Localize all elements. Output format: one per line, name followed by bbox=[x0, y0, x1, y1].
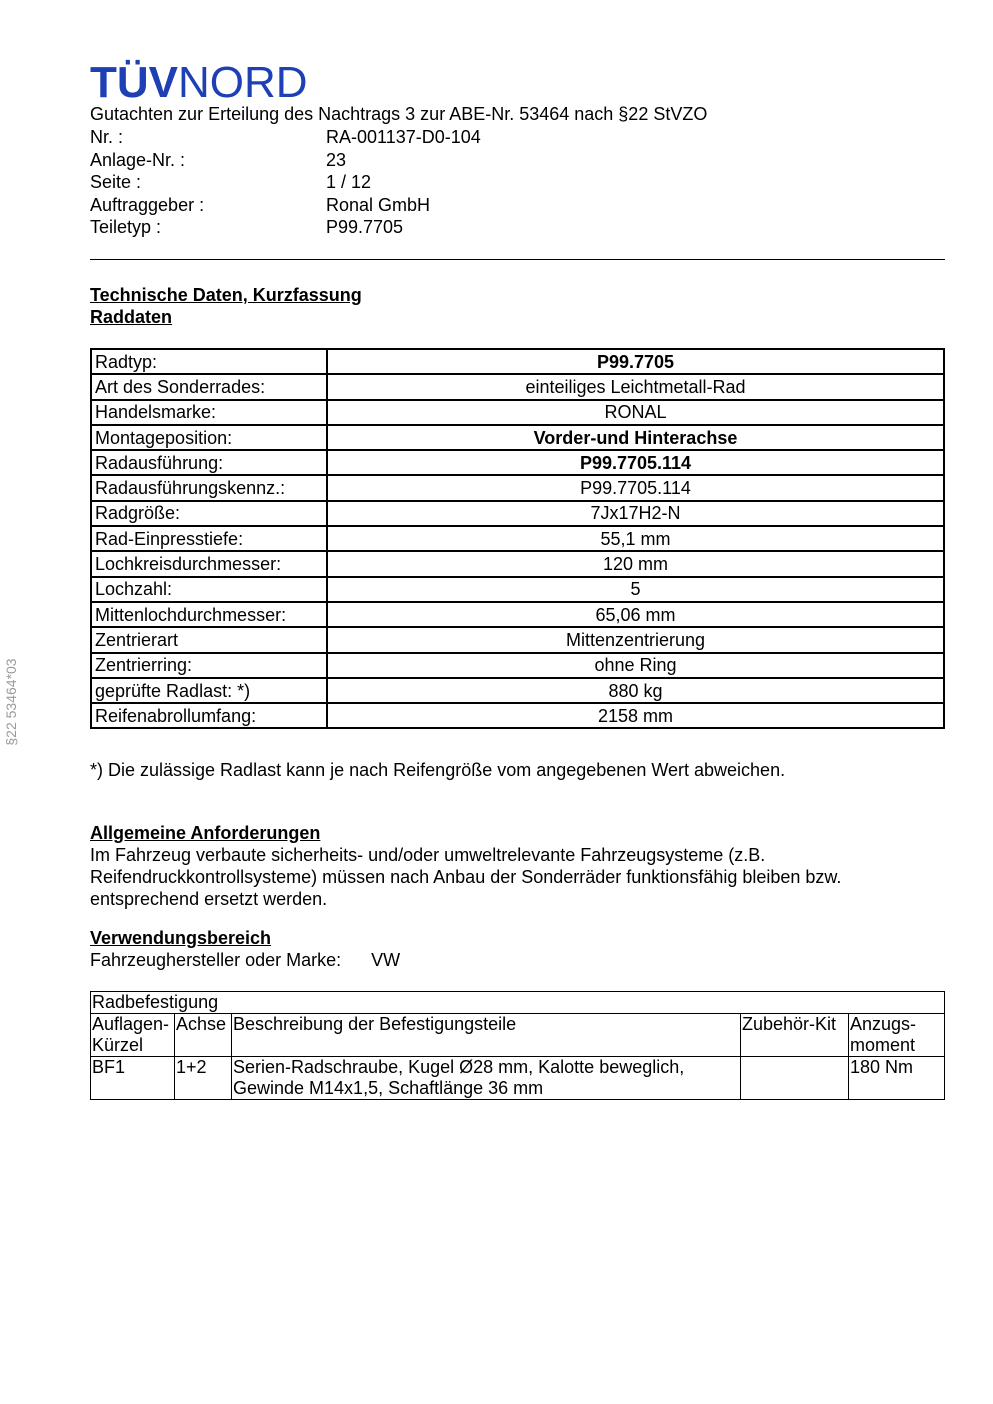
meta-value: 23 bbox=[326, 149, 347, 170]
table-row bbox=[91, 526, 944, 551]
section-general-requirements bbox=[90, 822, 950, 910]
table-row bbox=[91, 400, 944, 425]
cell-zubehoer bbox=[741, 1057, 849, 1100]
document-title: Gutachten zur Erteilung des Nachtrags 3 zur ABE-Nr. 53464 nach §22 StVZO bbox=[90, 104, 708, 124]
row-value: Mittenzentrierung bbox=[327, 627, 944, 652]
side-reference-note bbox=[0, 646, 22, 758]
table-row bbox=[91, 627, 944, 652]
meta-key: Anlage-Nr. : bbox=[90, 149, 186, 170]
header-divider bbox=[90, 259, 945, 260]
wheel-fixing-table bbox=[90, 991, 945, 1100]
paragraph-line: Reifendruckkontrollsysteme) müssen nach Anbau der Sonderräder funktionsfähig bleiben bzw. bbox=[90, 867, 842, 887]
row-value: 2158 mm bbox=[327, 703, 944, 728]
row-label: Radausführungskennz.: bbox=[91, 475, 327, 500]
cell-beschreibung bbox=[232, 1057, 741, 1100]
row-value: P99.7705 bbox=[327, 349, 944, 374]
meta-row-anlage bbox=[90, 149, 481, 172]
paragraph-line: entsprechend ersetzt werden. bbox=[90, 889, 328, 909]
meta-key: Auftraggeber : bbox=[90, 194, 205, 215]
row-value: RONAL bbox=[327, 400, 944, 425]
header-text: Kürzel bbox=[92, 1035, 144, 1055]
radlast-footnote: *) Die zulässige Radlast kann je nach Reifengröße vom angegebenen Wert abweichen. bbox=[90, 760, 786, 780]
table-row bbox=[91, 475, 944, 500]
row-value: 880 kg bbox=[327, 678, 944, 703]
meta-value: Ronal GmbH bbox=[326, 194, 431, 215]
logo-part-nord: NORD bbox=[178, 58, 308, 107]
table-title: Radbefestigung bbox=[91, 992, 945, 1014]
cell-kuerzel: BF1 bbox=[91, 1057, 175, 1100]
row-value: 5 bbox=[327, 577, 944, 602]
table-row bbox=[91, 501, 944, 526]
row-value: 55,1 mm bbox=[327, 526, 944, 551]
row-label: Montageposition: bbox=[91, 425, 327, 450]
row-label: Handelsmarke: bbox=[91, 400, 327, 425]
row-value: P99.7705.114 bbox=[327, 450, 944, 475]
row-label: Lochzahl: bbox=[91, 577, 327, 602]
header-text: Anzugs- bbox=[850, 1014, 917, 1034]
header-cell-anzugsmoment bbox=[849, 1014, 945, 1057]
section-usage-range bbox=[90, 927, 950, 971]
meta-row-teiletyp bbox=[90, 216, 481, 239]
row-label: Reifenabrollumfang: bbox=[91, 703, 327, 728]
row-label: Rad-Einpresstiefe: bbox=[91, 526, 327, 551]
row-label: Lochkreisdurchmesser: bbox=[91, 551, 327, 576]
table-row bbox=[91, 577, 944, 602]
table-row bbox=[91, 653, 944, 678]
heading-technische-daten: Technische Daten, Kurzfassung bbox=[90, 285, 362, 305]
row-value: Vorder-und Hinterachse bbox=[327, 425, 944, 450]
table-row bbox=[91, 374, 944, 399]
heading-raddaten: Raddaten bbox=[90, 307, 173, 327]
row-label: Zentrierart bbox=[91, 627, 327, 652]
table-row bbox=[91, 450, 944, 475]
tuev-nord-logo bbox=[90, 58, 330, 107]
table-row bbox=[91, 678, 944, 703]
header-cell-beschreibung: Beschreibung der Befestigungsteile bbox=[232, 1014, 741, 1057]
meta-value: P99.7705 bbox=[326, 217, 404, 237]
row-label: Radtyp: bbox=[91, 349, 327, 374]
row-label: Art des Sonderrades: bbox=[91, 374, 327, 399]
row-label: Radgröße: bbox=[91, 501, 327, 526]
meta-row-auftraggeber bbox=[90, 194, 481, 217]
header-cell-kuerzel bbox=[91, 1014, 175, 1057]
meta-row-seite bbox=[90, 171, 481, 194]
cell-anzugsmoment: 180 Nm bbox=[849, 1057, 945, 1100]
meta-value: RA-001137-D0-104 bbox=[326, 127, 481, 147]
header-cell-achse: Achse bbox=[175, 1014, 232, 1057]
table-row bbox=[91, 349, 944, 374]
heading-verwendungsbereich: Verwendungsbereich bbox=[90, 928, 272, 948]
row-label: Mittenlochdurchmesser: bbox=[91, 602, 327, 627]
row-label: Radausführung: bbox=[91, 450, 327, 475]
table-header-row bbox=[91, 1014, 945, 1057]
row-value: ohne Ring bbox=[327, 653, 944, 678]
description-line: Serien-Radschraube, Kugel Ø28 mm, Kalotte beweglich, bbox=[233, 1057, 685, 1077]
table-row bbox=[91, 1057, 945, 1100]
table-title-row bbox=[91, 992, 945, 1014]
row-value: P99.7705.114 bbox=[327, 475, 944, 500]
table-row bbox=[91, 425, 944, 450]
description-line: Gewinde M14x1,5, Schaftlänge 36 mm bbox=[233, 1078, 544, 1098]
wheel-data-table bbox=[90, 348, 945, 729]
manufacturer-value: VW bbox=[371, 950, 401, 970]
row-value: 65,06 mm bbox=[327, 602, 944, 627]
manufacturer-label: Fahrzeughersteller oder Marke: bbox=[90, 950, 342, 970]
row-value: 120 mm bbox=[327, 551, 944, 576]
meta-key: Nr. : bbox=[90, 127, 124, 147]
header-cell-zubehoer: Zubehör-Kit bbox=[741, 1014, 849, 1057]
meta-value: 1 / 12 bbox=[326, 172, 372, 192]
row-value: 7Jx17H2-N bbox=[327, 501, 944, 526]
section-heading-technical bbox=[90, 284, 362, 328]
cell-achse: 1+2 bbox=[175, 1057, 232, 1100]
logo-part-tuev: TÜV bbox=[90, 58, 178, 107]
table-row bbox=[91, 703, 944, 728]
side-reference-text: §22 53464*03 bbox=[3, 658, 19, 746]
meta-row-nr bbox=[90, 126, 481, 149]
paragraph-line: Im Fahrzeug verbaute sicherheits- und/oder umweltrelevante Fahrzeugsysteme (z.B. bbox=[90, 845, 766, 865]
header-text: Auflagen- bbox=[92, 1014, 170, 1034]
row-value: einteiliges Leichtmetall-Rad bbox=[327, 374, 944, 399]
meta-key: Seite : bbox=[90, 172, 142, 192]
row-label: Zentrierring: bbox=[91, 653, 327, 678]
header-meta bbox=[90, 126, 481, 239]
table-row bbox=[91, 602, 944, 627]
heading-allgemeine-anforderungen: Allgemeine Anforderungen bbox=[90, 823, 321, 843]
row-label: geprüfte Radlast: *) bbox=[91, 678, 327, 703]
header-text: moment bbox=[850, 1035, 916, 1055]
manufacturer-line bbox=[90, 949, 950, 971]
table-row bbox=[91, 551, 944, 576]
meta-key: Teiletyp : bbox=[90, 217, 162, 237]
